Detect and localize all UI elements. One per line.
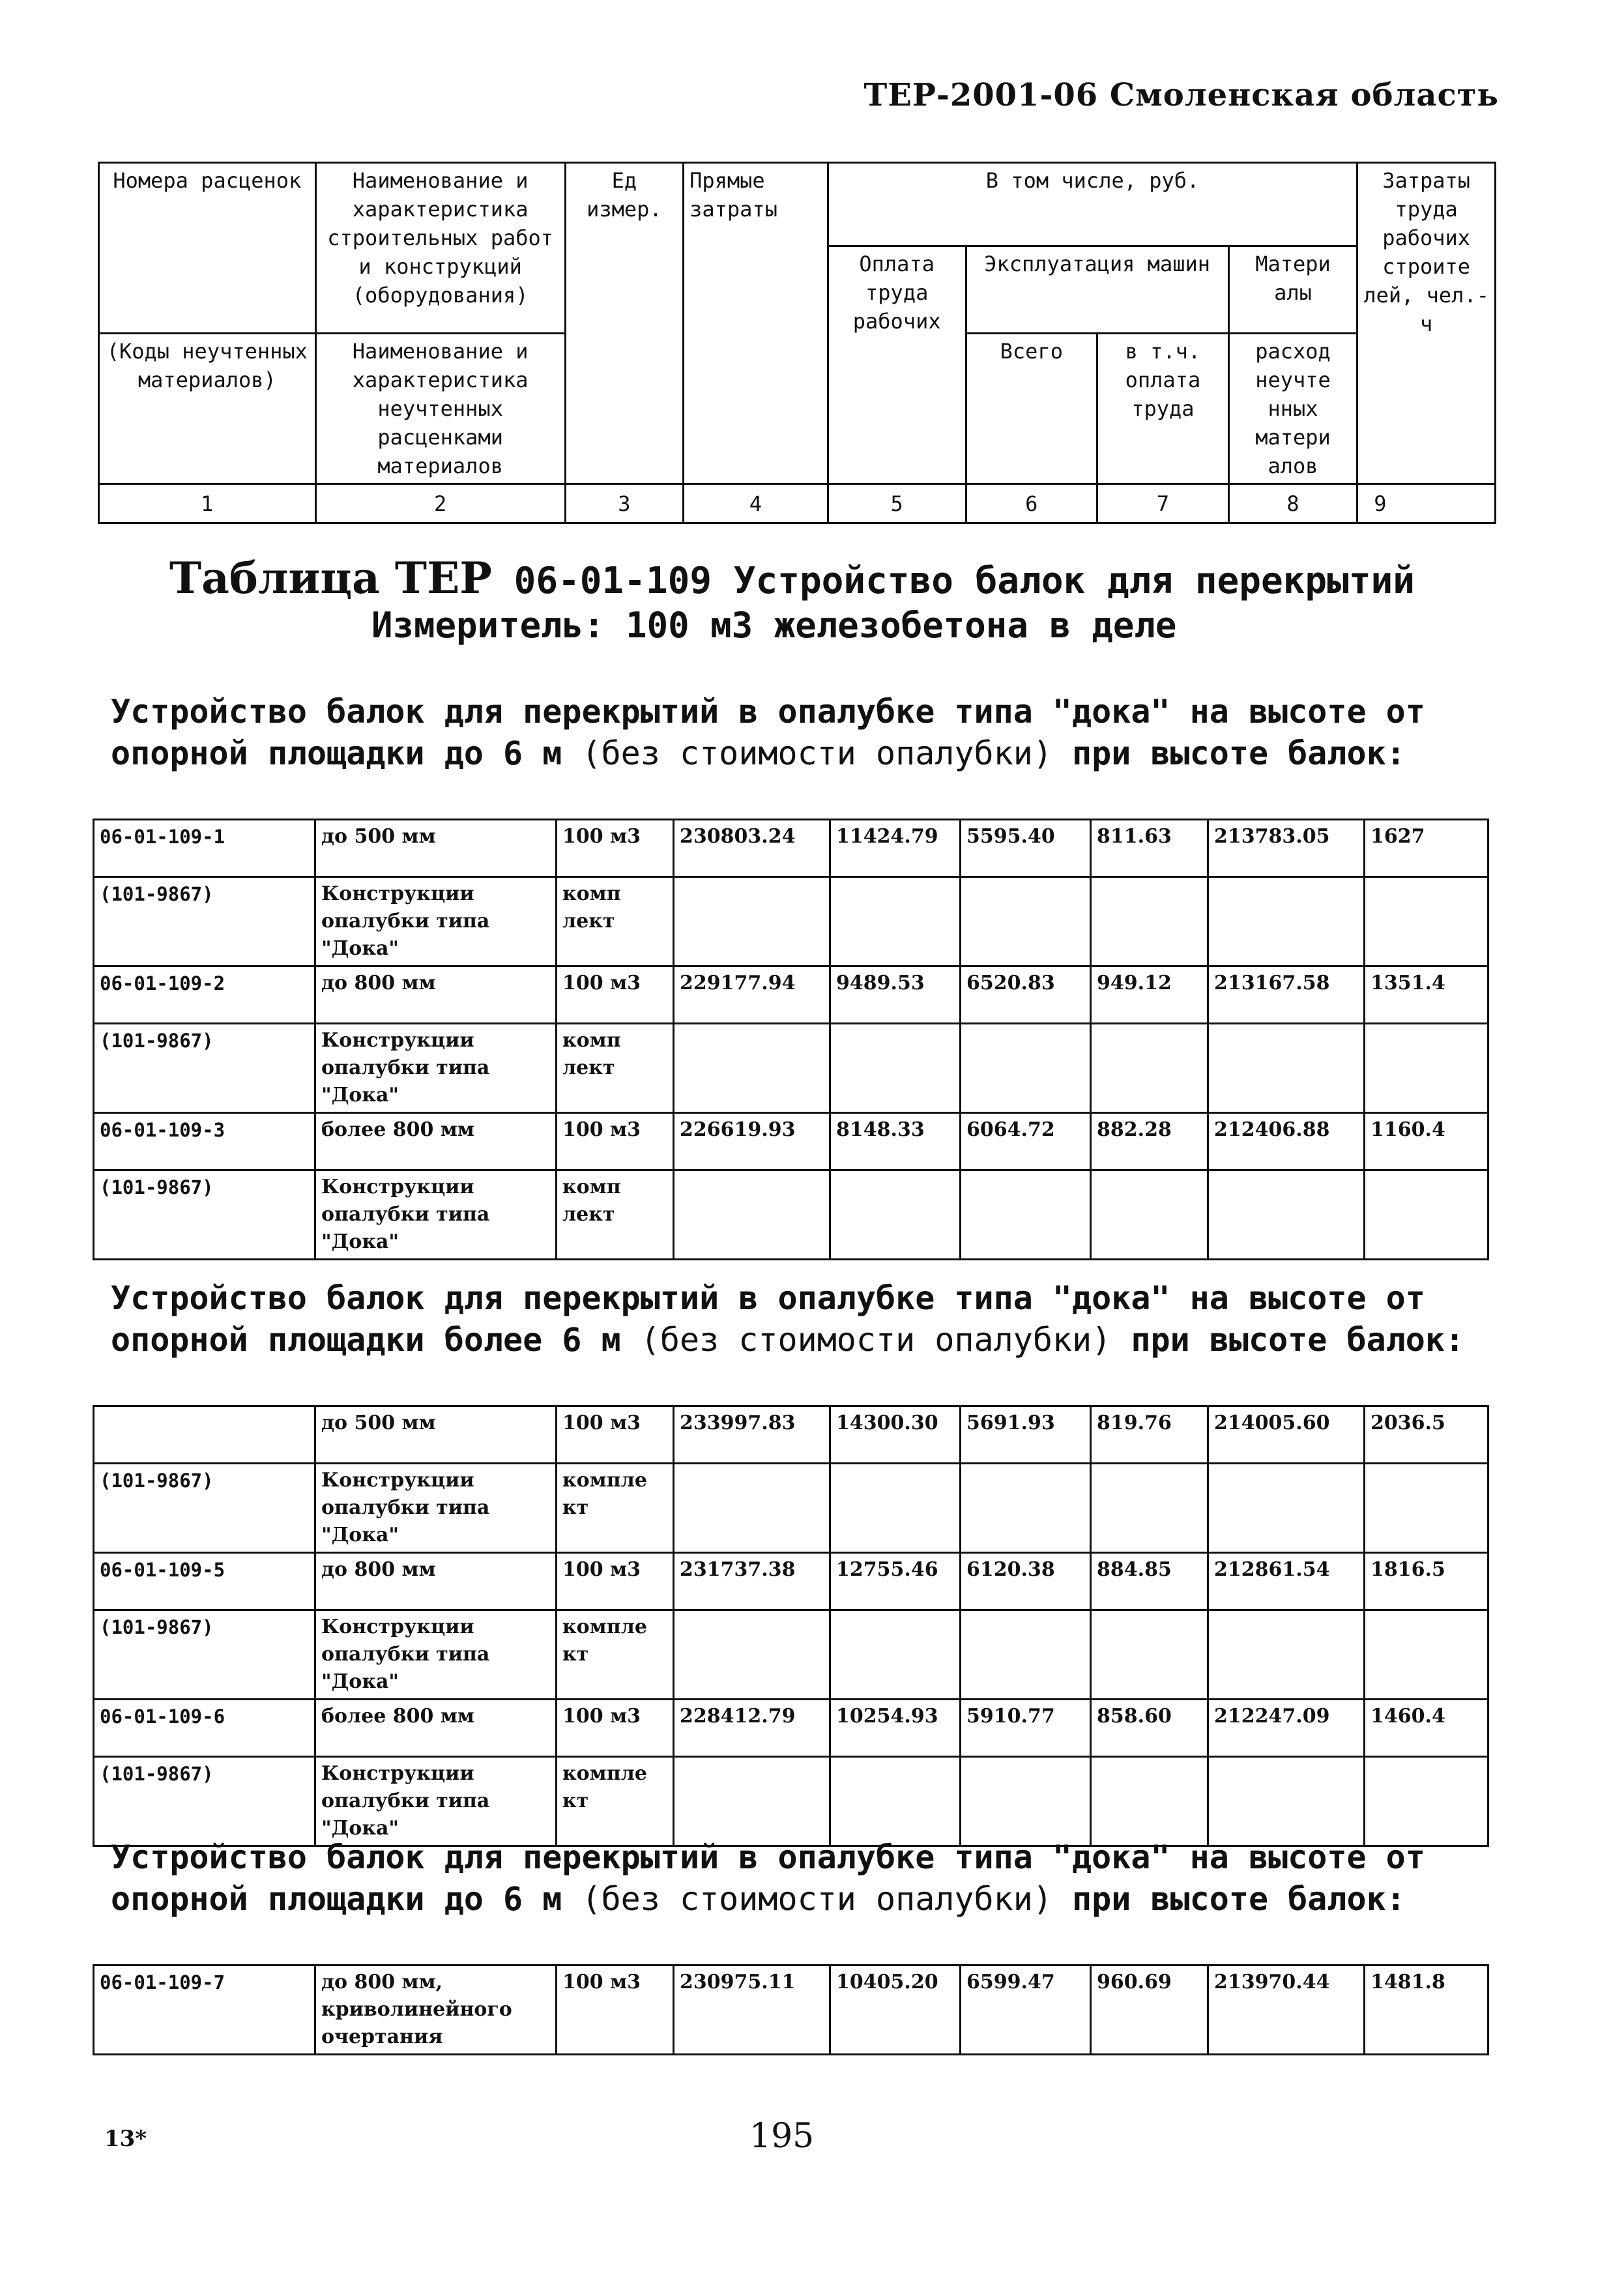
materials <box>1208 877 1365 966</box>
column-number: 3 <box>565 484 683 523</box>
machine-pay: 819.76 <box>1091 1406 1208 1464</box>
unit: комп лект <box>557 1024 674 1113</box>
machine-pay: 960.69 <box>1091 1965 1208 2055</box>
machine-total: 6064.72 <box>961 1113 1091 1170</box>
worker-pay <box>830 1170 961 1260</box>
work-name: до 800 мм <box>315 966 557 1024</box>
work-name: более 800 мм <box>315 1700 557 1757</box>
material-row <box>94 1757 1488 1846</box>
col2-bottom-header: Наименование и характеристика неучтенных расценками материалов <box>315 334 565 484</box>
section-heading-light: (без стоимости опалубки) <box>581 1880 1052 1918</box>
section-heading-bold: Устройство балок для перекрытий в опалубке типа "дока" на высоте от опорной площадки до 6 м <box>111 1838 1425 1918</box>
direct-costs-header: Прямые затраты <box>684 163 828 484</box>
work-name: до 500 мм <box>315 820 557 877</box>
machine-pay: 811.63 <box>1091 820 1208 877</box>
work-name: Конструкции опалубки типа "Дока" <box>315 1170 557 1260</box>
unaccounted-materials-header: расход неучте нных матери алов <box>1228 334 1357 484</box>
col2-top-header: Наименование и характеристика строительных работ и конструкций (оборудования) <box>315 163 565 334</box>
labor <box>1365 1170 1488 1260</box>
work-name: Конструкции опалубки типа "Дока" <box>315 1610 557 1700</box>
unit: компле кт <box>557 1464 674 1553</box>
column-number: 7 <box>1097 484 1229 523</box>
machine-total: 6599.47 <box>961 1965 1091 2055</box>
rates-table-2 <box>93 1405 1489 1847</box>
direct-costs: 230803.24 <box>674 820 830 877</box>
table-title-lead: Таблица ТЕР <box>169 553 492 603</box>
labor: 1160.4 <box>1365 1113 1488 1170</box>
material-row <box>94 1024 1488 1113</box>
material-row <box>94 1170 1488 1260</box>
materials: 213783.05 <box>1208 820 1365 877</box>
rate-code: 06-01-109-1 <box>94 820 315 877</box>
rate-row <box>94 1406 1488 1464</box>
direct-costs <box>674 1610 830 1700</box>
worker-pay: 14300.30 <box>830 1406 961 1464</box>
labor <box>1365 1024 1488 1113</box>
column-number: 2 <box>315 484 565 523</box>
direct-costs <box>674 1170 830 1260</box>
materials: 212247.09 <box>1208 1700 1365 1757</box>
column-number-row <box>99 484 1496 523</box>
page-header: ТЕР-2001-06 Смоленская область <box>863 77 1499 113</box>
materials: 213970.44 <box>1208 1965 1365 2055</box>
machine-total: 5595.40 <box>961 820 1091 877</box>
machine-pay: 884.85 <box>1091 1553 1208 1610</box>
work-name: более 800 мм <box>315 1113 557 1170</box>
column-number: 4 <box>684 484 828 523</box>
rate-row <box>94 1113 1488 1170</box>
direct-costs: 233997.83 <box>674 1406 830 1464</box>
worker-pay: 11424.79 <box>830 820 961 877</box>
work-name: Конструкции опалубки типа "Дока" <box>315 1464 557 1553</box>
direct-costs: 230975.11 <box>674 1965 830 2055</box>
rate-code: 06-01-109-5 <box>94 1553 315 1610</box>
labor <box>1365 1610 1488 1700</box>
machine-pay: 949.12 <box>1091 966 1208 1024</box>
direct-costs: 229177.94 <box>674 966 830 1024</box>
material-row <box>94 877 1488 966</box>
machine-pay <box>1091 877 1208 966</box>
worker-pay-header: Оплата труда рабочих <box>828 246 966 484</box>
machines-pay-header: в т.ч. оплата труда <box>1097 334 1229 484</box>
machine-total: 5691.93 <box>961 1406 1091 1464</box>
section-heading-tail: при высоте балок: <box>1131 1321 1465 1359</box>
rate-row <box>94 1965 1488 2055</box>
labor <box>1365 1757 1488 1846</box>
worker-pay: 12755.46 <box>830 1553 961 1610</box>
machine-pay <box>1091 1024 1208 1113</box>
rates-table-1 <box>93 819 1489 1260</box>
direct-costs <box>674 1024 830 1113</box>
including-header: В том числе, руб. <box>828 163 1357 246</box>
machine-total: 5910.77 <box>961 1700 1091 1757</box>
rate-code: (101-9867) <box>94 1610 315 1700</box>
work-name: Конструкции опалубки типа "Дока" <box>315 1757 557 1846</box>
column-header-table <box>98 162 1496 524</box>
rate-code: (101-9867) <box>94 1757 315 1846</box>
work-name: Конструкции опалубки типа "Дока" <box>315 1024 557 1113</box>
unit: 100 м3 <box>557 1553 674 1610</box>
section-heading-1 <box>111 691 1505 774</box>
unit: компле кт <box>557 1757 674 1846</box>
machine-total <box>961 1464 1091 1553</box>
section-heading-3 <box>111 1836 1505 1920</box>
rate-code: 06-01-109-7 <box>94 1965 315 2055</box>
labor: 1627 <box>1365 820 1488 877</box>
machines-total-header: Всего <box>966 334 1097 484</box>
table-title-code: 06-01-109 Устройство балок для перекрытий <box>514 560 1415 602</box>
labor <box>1365 877 1488 966</box>
section-heading-2 <box>111 1277 1505 1361</box>
worker-pay <box>830 1464 961 1553</box>
worker-pay <box>830 877 961 966</box>
section-heading-bold: Устройство балок для перекрытий в опалубке типа "дока" на высоте от опорной площадки до 6 м <box>111 693 1425 772</box>
rate-row <box>94 966 1488 1024</box>
materials <box>1208 1757 1365 1846</box>
worker-pay: 10254.93 <box>830 1700 961 1757</box>
rate-code: 06-01-109-3 <box>94 1113 315 1170</box>
unit: комп лект <box>557 877 674 966</box>
work-name: до 500 мм <box>315 1406 557 1464</box>
unit: 100 м3 <box>557 1406 674 1464</box>
machine-total <box>961 1170 1091 1260</box>
work-name: до 800 мм <box>315 1553 557 1610</box>
section-heading-light: (без стоимости опалубки) <box>640 1321 1112 1359</box>
rate-code: (101-9867) <box>94 1464 315 1553</box>
material-row <box>94 1464 1488 1553</box>
labor: 1816.5 <box>1365 1553 1488 1610</box>
work-name: до 800 мм, криволинейного очертания <box>315 1965 557 2055</box>
material-row <box>94 1610 1488 1700</box>
rate-code: (101-9867) <box>94 1024 315 1113</box>
materials <box>1208 1170 1365 1260</box>
rate-row <box>94 1553 1488 1610</box>
machine-pay <box>1091 1610 1208 1700</box>
materials <box>1208 1610 1365 1700</box>
materials: 214005.60 <box>1208 1406 1365 1464</box>
machine-total: 6120.38 <box>961 1553 1091 1610</box>
unit-header: Ед измер. <box>565 163 683 484</box>
direct-costs <box>674 1464 830 1553</box>
direct-costs <box>674 877 830 966</box>
rate-code: 06-01-109-6 <box>94 1700 315 1757</box>
labor <box>1365 1464 1488 1553</box>
rates-table-3 <box>93 1964 1489 2055</box>
section-heading-light: (без стоимости опалубки) <box>581 734 1052 772</box>
labor: 2036.5 <box>1365 1406 1488 1464</box>
column-number: 1 <box>99 484 316 523</box>
materials: 213167.58 <box>1208 966 1365 1024</box>
machine-total <box>961 1024 1091 1113</box>
work-name: Конструкции опалубки типа "Дока" <box>315 877 557 966</box>
machine-pay <box>1091 1170 1208 1260</box>
unit: 100 м3 <box>557 1965 674 2055</box>
direct-costs: 226619.93 <box>674 1113 830 1170</box>
labor: 1460.4 <box>1365 1700 1488 1757</box>
table-measure: Измеритель: 100 м3 железобетона в деле <box>371 605 1177 646</box>
materials: 212406.88 <box>1208 1113 1365 1170</box>
labor: 1351.4 <box>1365 966 1488 1024</box>
page-number: 195 <box>749 2117 815 2156</box>
unit: 100 м3 <box>557 1113 674 1170</box>
worker-pay <box>830 1610 961 1700</box>
machine-pay: 882.28 <box>1091 1113 1208 1170</box>
worker-pay <box>830 1757 961 1846</box>
direct-costs: 228412.79 <box>674 1700 830 1757</box>
unit: 100 м3 <box>557 820 674 877</box>
materials-header: Матери алы <box>1228 246 1357 334</box>
worker-pay: 8148.33 <box>830 1113 961 1170</box>
table-title <box>169 553 1505 603</box>
footnote-mark: 13* <box>104 2126 147 2152</box>
labor-header: Затраты труда рабочих строите лей, чел.-ч <box>1357 163 1496 484</box>
labor: 1481.8 <box>1365 1965 1488 2055</box>
machine-total <box>961 1757 1091 1846</box>
worker-pay <box>830 1024 961 1113</box>
rate-code: (101-9867) <box>94 877 315 966</box>
rate-row <box>94 1700 1488 1757</box>
col1-bottom-header: (Коды неучтенных материалов) <box>99 334 316 484</box>
section-heading-tail: при высоте балок: <box>1072 734 1406 772</box>
direct-costs: 231737.38 <box>674 1553 830 1610</box>
rate-code <box>94 1406 315 1464</box>
column-number: 5 <box>828 484 966 523</box>
materials <box>1208 1464 1365 1553</box>
worker-pay: 10405.20 <box>830 1965 961 2055</box>
col1-top-header: Номера расценок <box>99 163 316 334</box>
rate-code: 06-01-109-2 <box>94 966 315 1024</box>
unit: компле кт <box>557 1610 674 1700</box>
machine-pay <box>1091 1464 1208 1553</box>
materials <box>1208 1024 1365 1113</box>
column-number: 6 <box>966 484 1097 523</box>
unit: 100 м3 <box>557 1700 674 1757</box>
machine-pay: 858.60 <box>1091 1700 1208 1757</box>
section-heading-tail: при высоте балок: <box>1072 1880 1406 1918</box>
machines-header: Эксплуатация машин <box>966 246 1228 334</box>
machine-pay <box>1091 1757 1208 1846</box>
column-number: 8 <box>1228 484 1357 523</box>
machine-total: 6520.83 <box>961 966 1091 1024</box>
unit: комп лект <box>557 1170 674 1260</box>
machine-total <box>961 1610 1091 1700</box>
column-number: 9 <box>1357 484 1496 523</box>
rate-code: (101-9867) <box>94 1170 315 1260</box>
machine-total <box>961 877 1091 966</box>
section-heading-bold: Устройство балок для перекрытий в опалубке типа "дока" на высоте от опорной площадки более 6 м <box>111 1279 1425 1359</box>
materials: 212861.54 <box>1208 1553 1365 1610</box>
direct-costs <box>674 1757 830 1846</box>
rate-row <box>94 820 1488 877</box>
worker-pay: 9489.53 <box>830 966 961 1024</box>
unit: 100 м3 <box>557 966 674 1024</box>
